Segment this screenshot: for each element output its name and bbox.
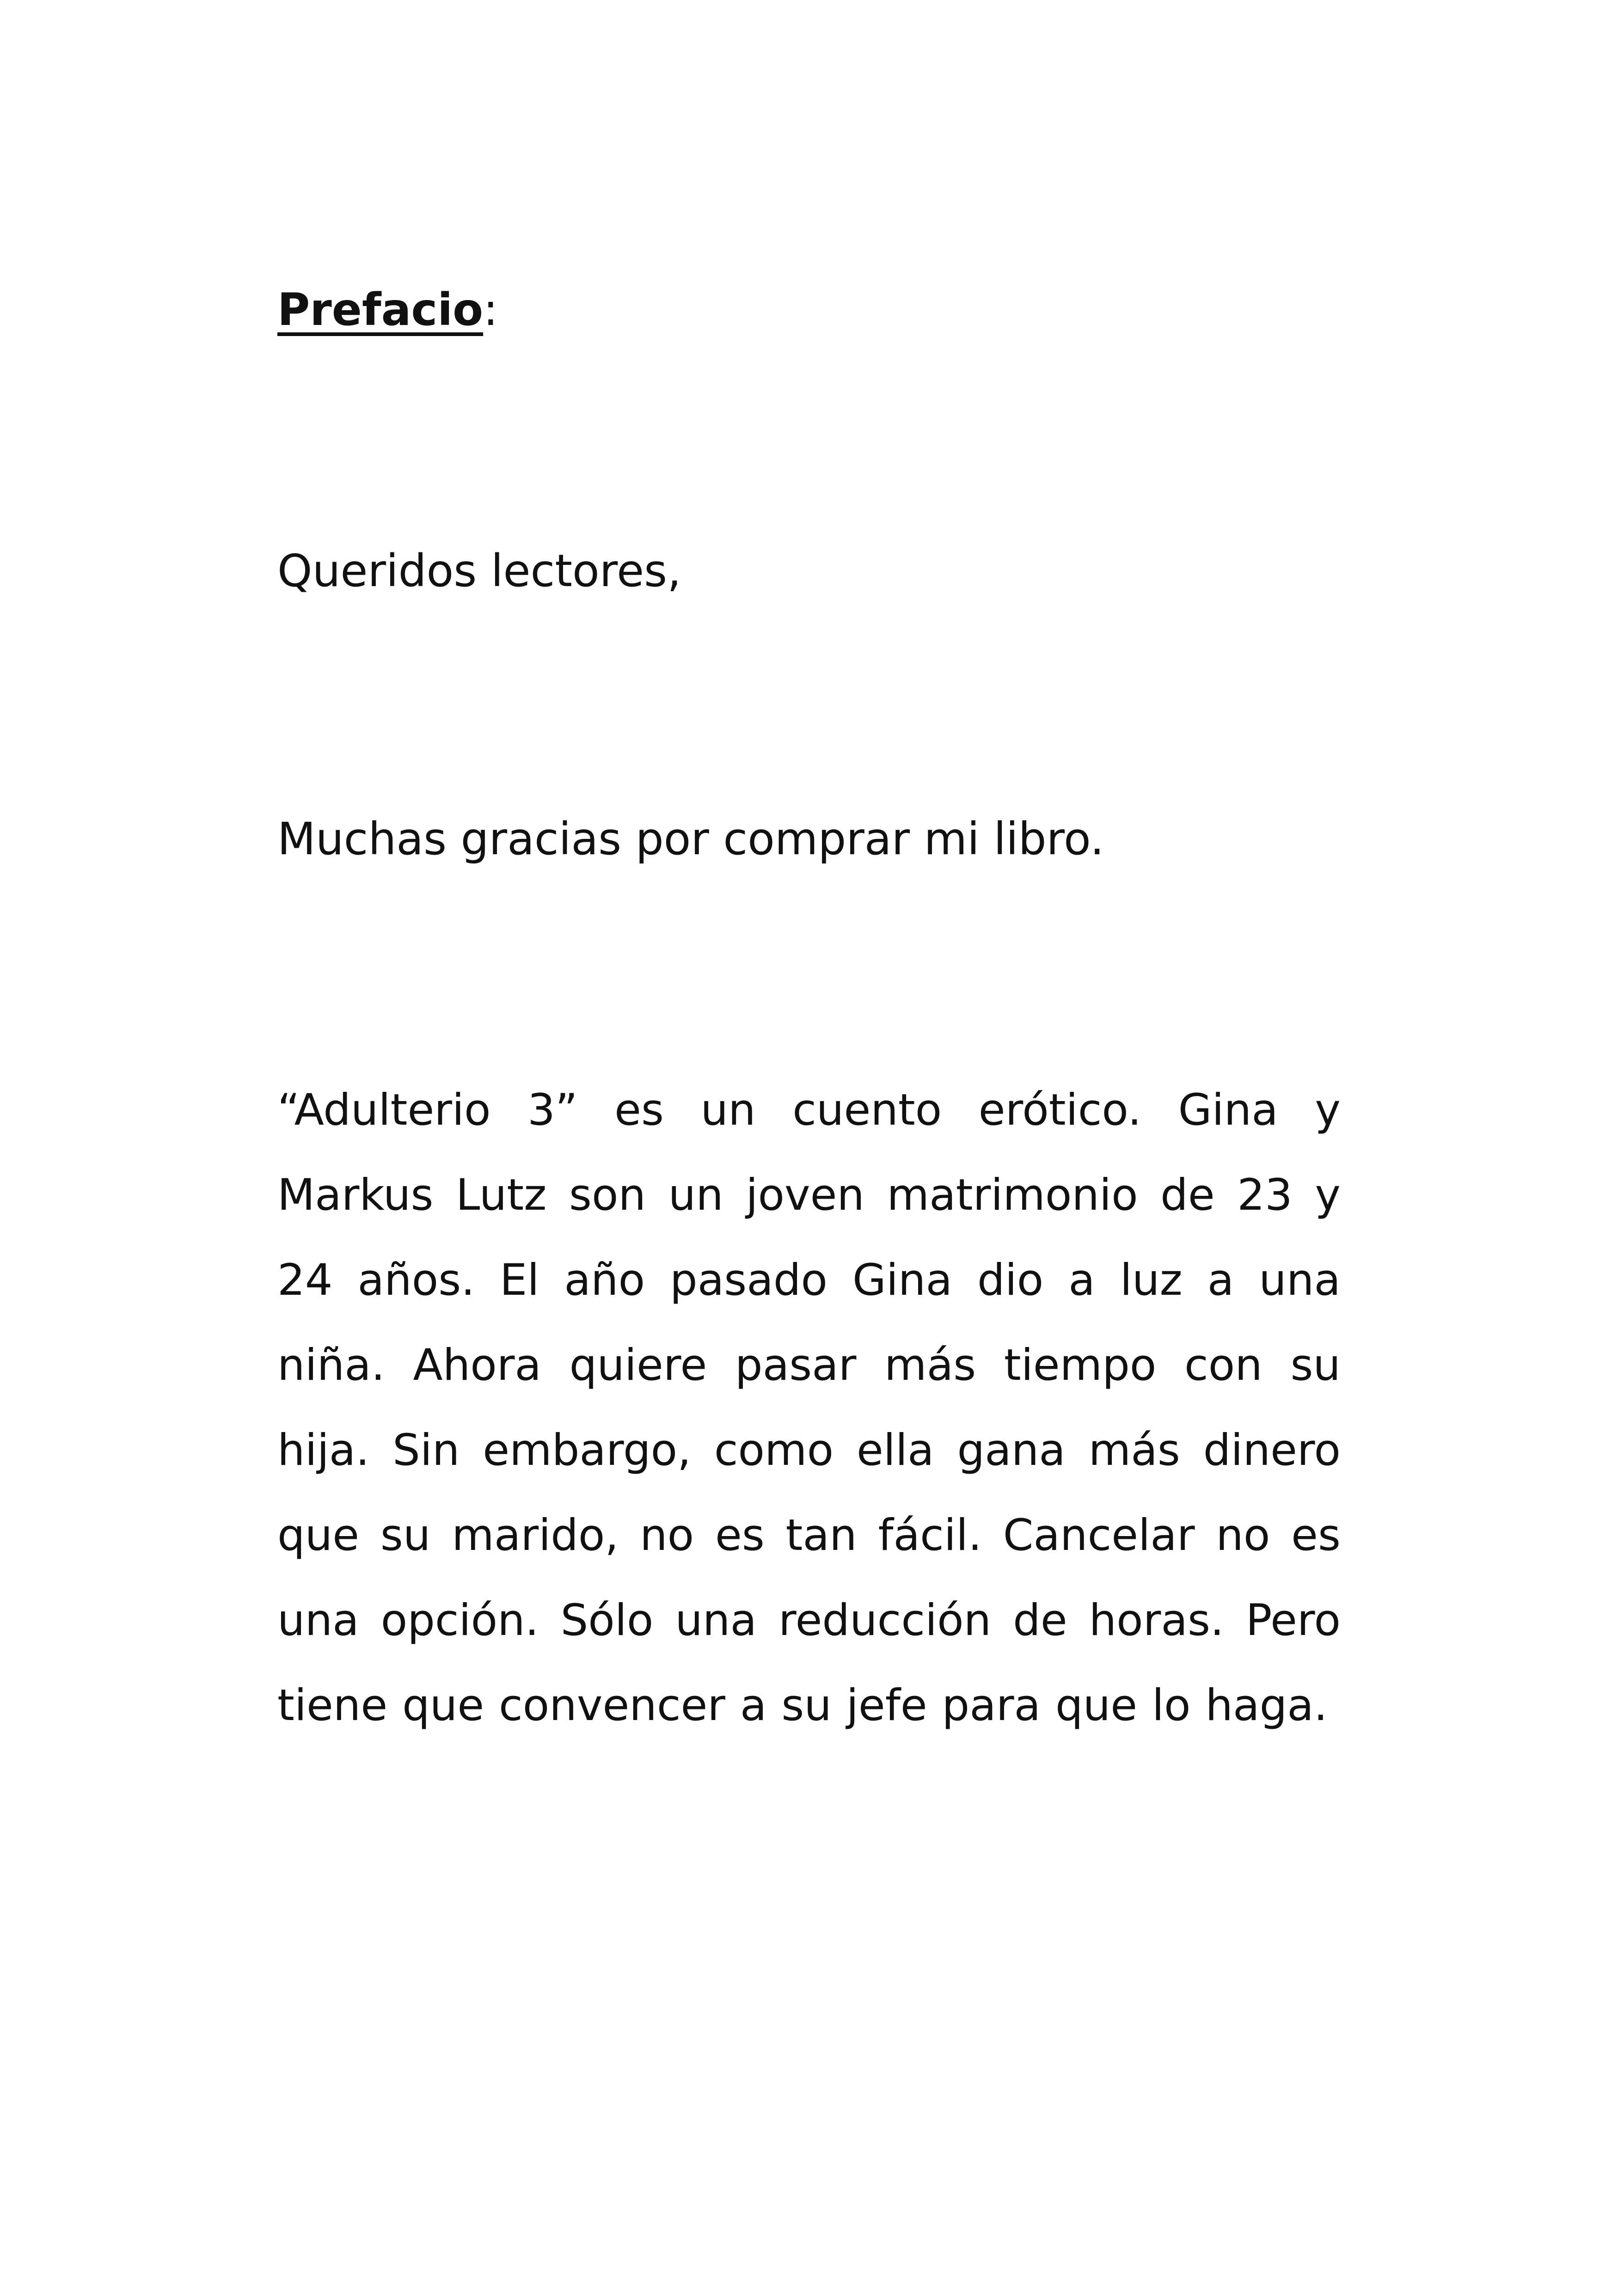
salutation: Queridos lectores, (277, 545, 681, 597)
heading-colon: : (483, 284, 498, 336)
preface-title: Prefacio (277, 284, 484, 336)
preface-heading (277, 277, 498, 342)
thanks-line: Muchas gracias por comprar mi libro. (277, 813, 1104, 865)
preface-paragraph: “Adulterio 3” es un cuento erótico. Gina y Markus Lutz son un joven matrimonio de 23 y 24 años. El año pasado Gina dio a luz a una niña. Ahora quiere pasar más tiempo con su hija. Sin embargo, como ella gana más dinero que su marido, no es tan fácil. Cancelar no es una opción. Sólo una reducción de horas. Pero tiene que convencer a su jefe para que lo haga. (277, 1085, 1341, 1731)
